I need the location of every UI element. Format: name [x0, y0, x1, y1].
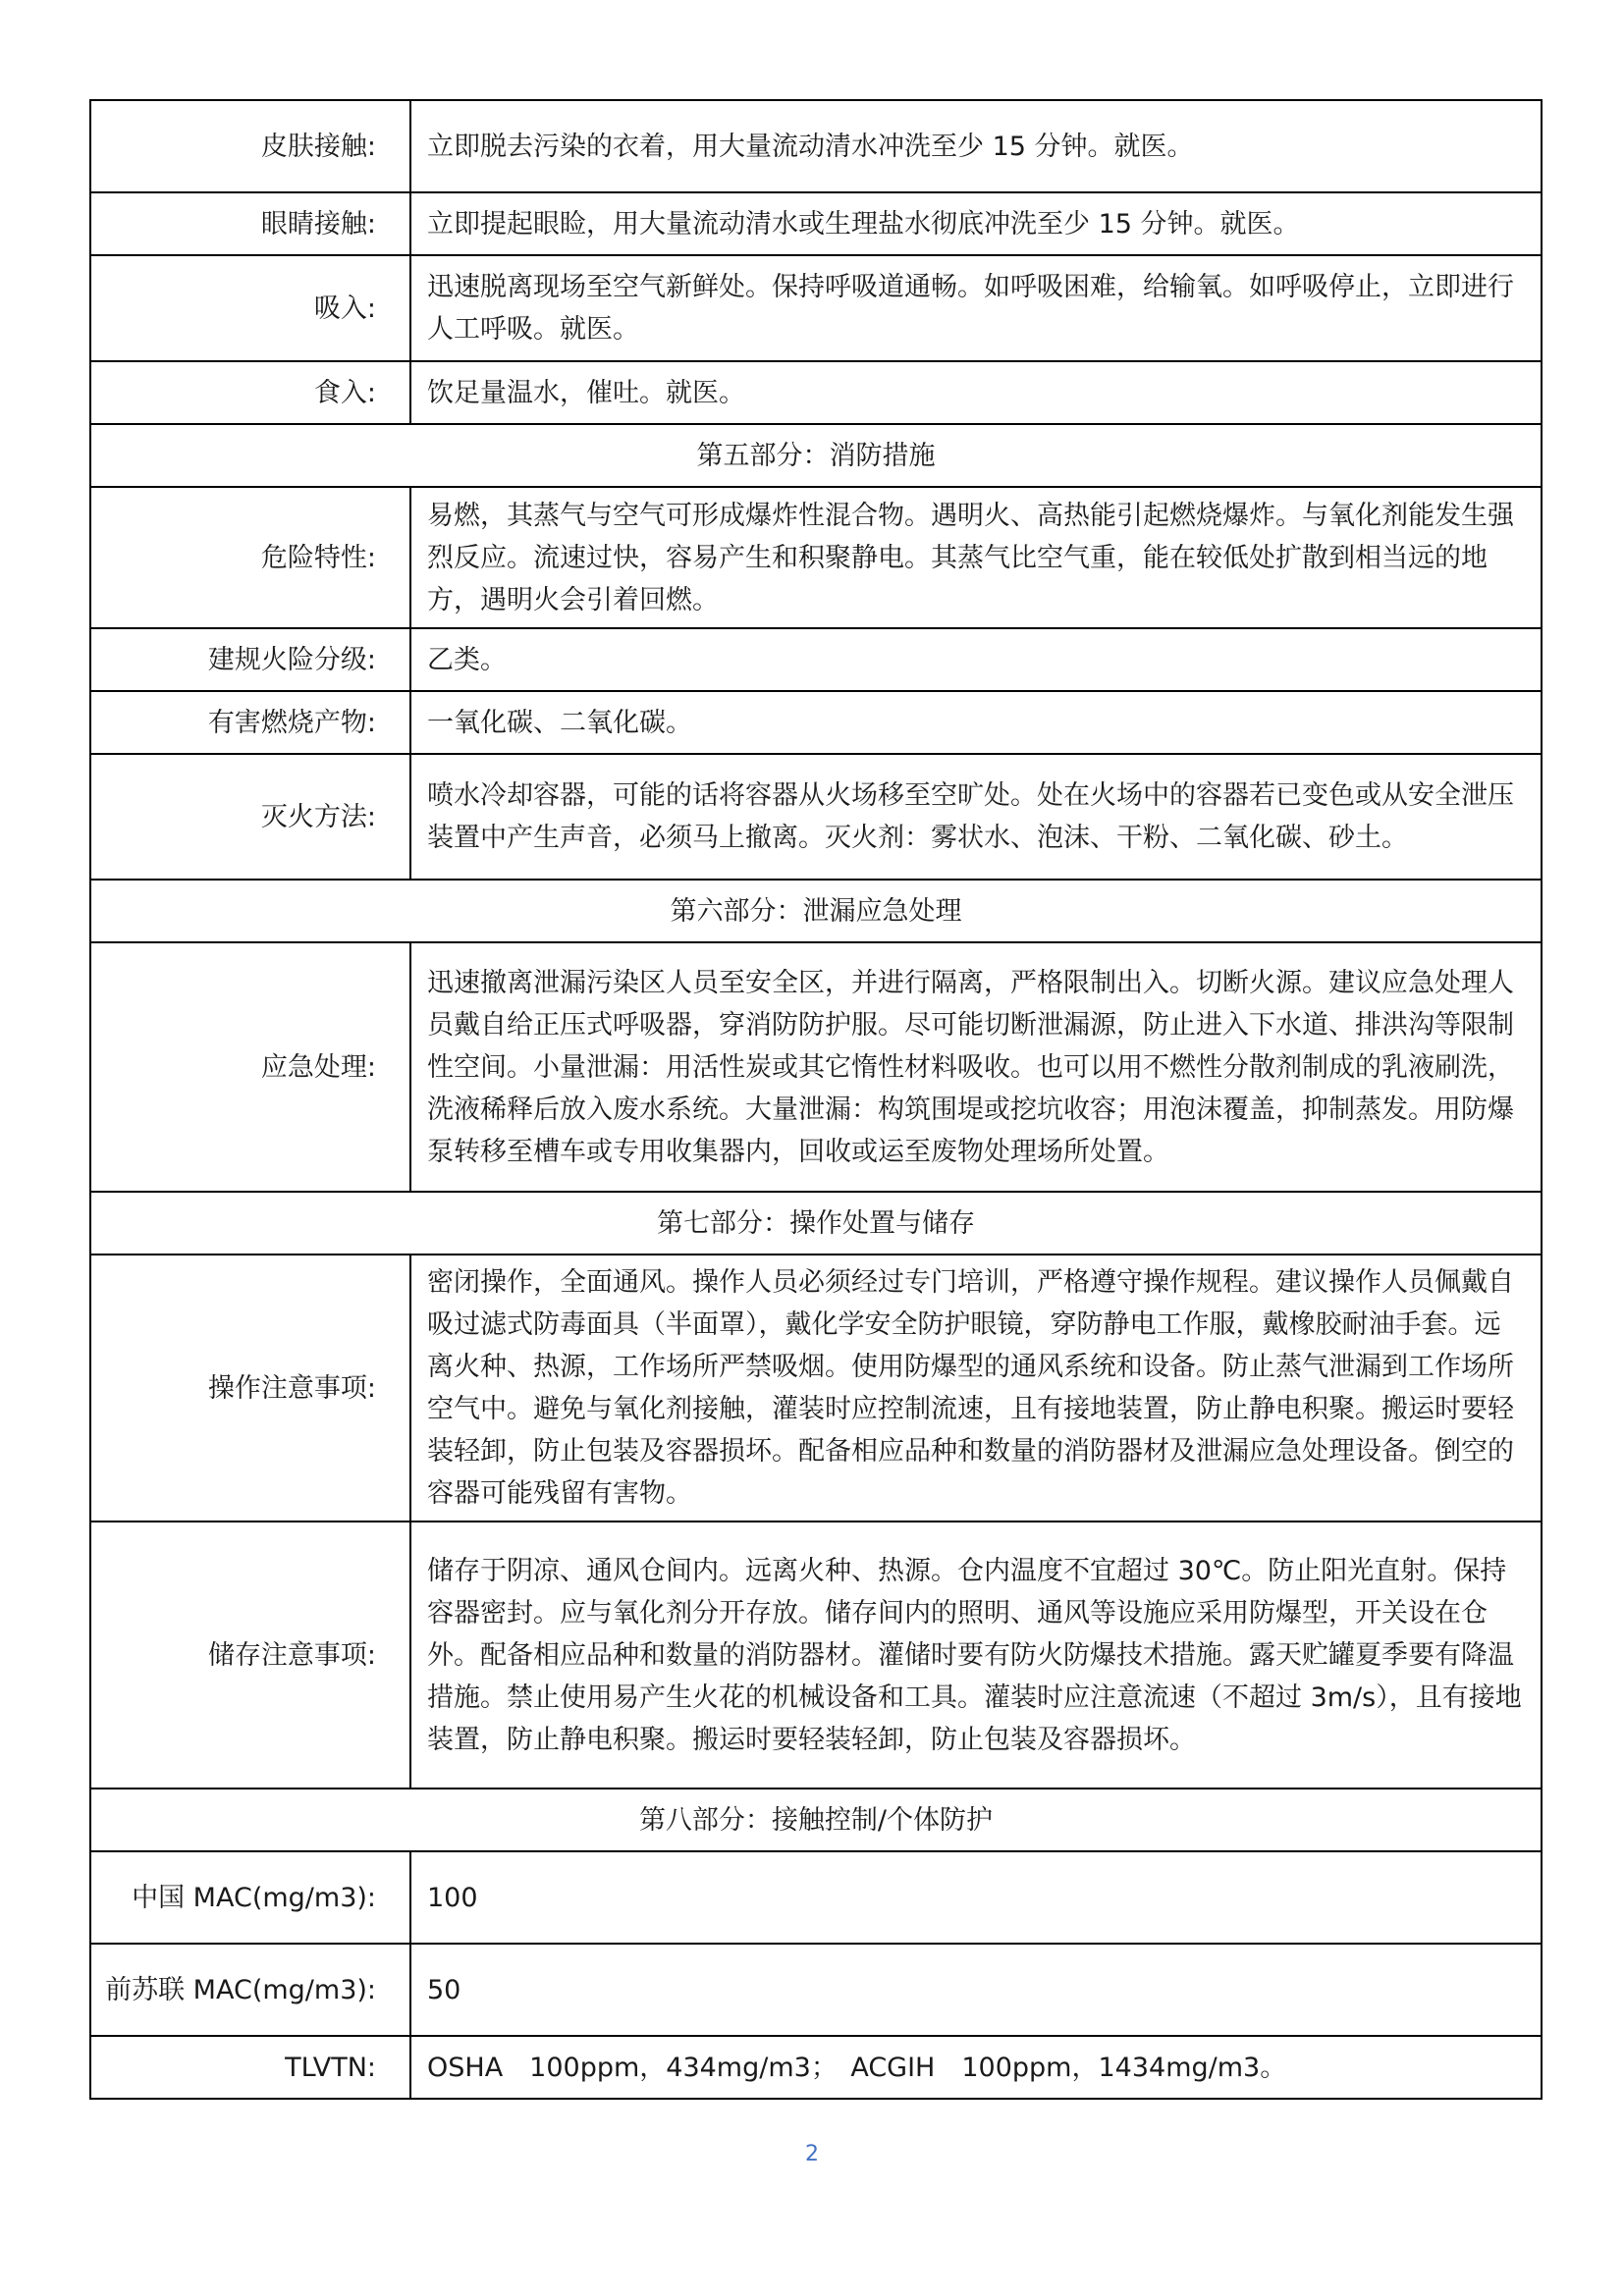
field-value-cell — [410, 1944, 1542, 2036]
field-row — [90, 754, 1542, 880]
field-value-cell — [410, 192, 1542, 255]
field-value: 储存于阴凉、通风仓间内。远离火种、热源。仓内温度不宜超过 30℃。防止阳光直射。保持容器密封。应与氧化剂分开存放。储存间内的照明、通风等设施应采用防爆型，开关设在仓外。配备相应品种和数量的消防器材。灌储时要有防火防爆技术措施。露天贮罐夏季要有降温措施。禁止使用易产生火花的机械设备和工具。灌装时应注意流速（不超过 3m/s），且有接地装置，防止静电积聚。搬运时要轻装轻卸，防止包装及容器损坏。 — [427, 1555, 1522, 1755]
field-row — [90, 1522, 1542, 1789]
field-label: 危险特性: — [90, 487, 410, 628]
field-row — [90, 691, 1542, 754]
field-value-cell — [410, 100, 1542, 192]
field-label: 前苏联 MAC(mg/m3): — [90, 1944, 410, 2036]
page-number: 2 — [805, 2142, 819, 2166]
msds-table-body — [90, 100, 1542, 2099]
field-value-cell — [410, 2036, 1542, 2099]
field-row — [90, 255, 1542, 361]
field-value-cell — [410, 942, 1542, 1192]
field-label: 操作注意事项: — [90, 1255, 410, 1522]
section-header-row — [90, 424, 1542, 487]
field-row — [90, 2036, 1542, 2099]
field-label: 中国 MAC(mg/m3): — [90, 1851, 410, 1944]
field-value-cell — [410, 691, 1542, 754]
field-value: 50 — [427, 1974, 461, 2005]
field-row — [90, 1255, 1542, 1522]
field-row — [90, 942, 1542, 1192]
field-label: 有害燃烧产物: — [90, 691, 410, 754]
field-value: 迅速脱离现场至空气新鲜处。保持呼吸道通畅。如呼吸困难，给输氧。如呼吸停止，立即进行人工呼吸。就医。 — [427, 272, 1514, 345]
field-value-cell — [410, 754, 1542, 880]
field-value: 迅速撤离泄漏污染区人员至安全区，并进行隔离，严格限制出入。切断火源。建议应急处理人员戴自给正压式呼吸器，穿消防防护服。尽可能切断泄漏源，防止进入下水道、排洪沟等限制性空间。小量泄漏：用活性炭或其它惰性材料吸收。也可以用不燃性分散剂制成的乳液刷洗，洗液稀释后放入废水系统。大量泄漏：构筑围堤或挖坑收容；用泡沫覆盖，抑制蒸发。用防爆泵转移至槽车或专用收集器内，回收或运至废物处理场所处置。 — [427, 967, 1514, 1167]
field-label: 食入: — [90, 361, 410, 424]
section-header-row — [90, 1789, 1542, 1851]
field-value-cell — [410, 255, 1542, 361]
field-value-cell — [410, 1522, 1542, 1789]
field-row — [90, 1851, 1542, 1944]
msds-table — [89, 99, 1543, 2100]
field-value: 立即提起眼睑，用大量流动清水或生理盐水彻底冲洗至少 15 分钟。就医。 — [427, 208, 1300, 240]
field-value-cell — [410, 487, 1542, 628]
field-label: 吸入: — [90, 255, 410, 361]
section-title: 第六部分：泄漏应急处理 — [90, 880, 1542, 942]
field-value-cell — [410, 361, 1542, 424]
field-label: 建规火险分级: — [90, 628, 410, 691]
field-label: 储存注意事项: — [90, 1522, 410, 1789]
field-value: 易燃，其蒸气与空气可形成爆炸性混合物。遇明火、高热能引起燃烧爆炸。与氧化剂能发生强烈反应。流速过快，容易产生和积聚静电。其蒸气比空气重，能在较低处扩散到相当远的地方，遇明火会引着回燃。 — [427, 500, 1514, 615]
field-value-cell — [410, 1255, 1542, 1522]
field-value: 饮足量温水，催吐。就医。 — [427, 377, 745, 408]
section-title: 第七部分：操作处置与储存 — [90, 1192, 1542, 1255]
field-row — [90, 628, 1542, 691]
section-title: 第八部分：接触控制/个体防护 — [90, 1789, 1542, 1851]
field-value: 密闭操作，全面通风。操作人员必须经过专门培训，严格遵守操作规程。建议操作人员佩戴自吸过滤式防毒面具（半面罩），戴化学安全防护眼镜，穿防静电工作服，戴橡胶耐油手套。远离火种、热源，工作场所严禁吸烟。使用防爆型的通风系统和设备。防止蒸气泄漏到工作场所空气中。避免与氧化剂接触，灌装时应控制流速，且有接地装置，防止静电积聚。搬运时要轻装轻卸，防止包装及容器损坏。配备相应品种和数量的消防器材及泄漏应急处理设备。倒空的容器可能残留有害物。 — [427, 1267, 1514, 1509]
field-row — [90, 1944, 1542, 2036]
field-row — [90, 487, 1542, 628]
field-label: 眼睛接触: — [90, 192, 410, 255]
section-header-row — [90, 880, 1542, 942]
section-header-row — [90, 1192, 1542, 1255]
field-row — [90, 100, 1542, 192]
field-label: 皮肤接触: — [90, 100, 410, 192]
field-value: 喷水冷却容器，可能的话将容器从火场移至空旷处。处在火场中的容器若已变色或从安全泄压装置中产生声音，必须马上撤离。灭火剂：雾状水、泡沫、干粉、二氧化碳、砂土。 — [427, 780, 1514, 853]
field-value: 100 — [427, 1882, 478, 1913]
field-value: 乙类。 — [427, 644, 507, 675]
field-value: 立即脱去污染的衣着，用大量流动清水冲洗至少 15 分钟。就医。 — [427, 131, 1194, 162]
field-label: TLVTN: — [90, 2036, 410, 2099]
field-value-cell — [410, 1851, 1542, 1944]
field-label: 灭火方法: — [90, 754, 410, 880]
field-row — [90, 361, 1542, 424]
section-title: 第五部分：消防措施 — [90, 424, 1542, 487]
field-value: 一氧化碳、二氧化碳。 — [427, 707, 692, 738]
field-row — [90, 192, 1542, 255]
field-label: 应急处理: — [90, 942, 410, 1192]
field-value: OSHA 100ppm，434mg/m3； ACGIH 100ppm，1434mg/m3。 — [427, 2052, 1287, 2083]
field-value-cell — [410, 628, 1542, 691]
